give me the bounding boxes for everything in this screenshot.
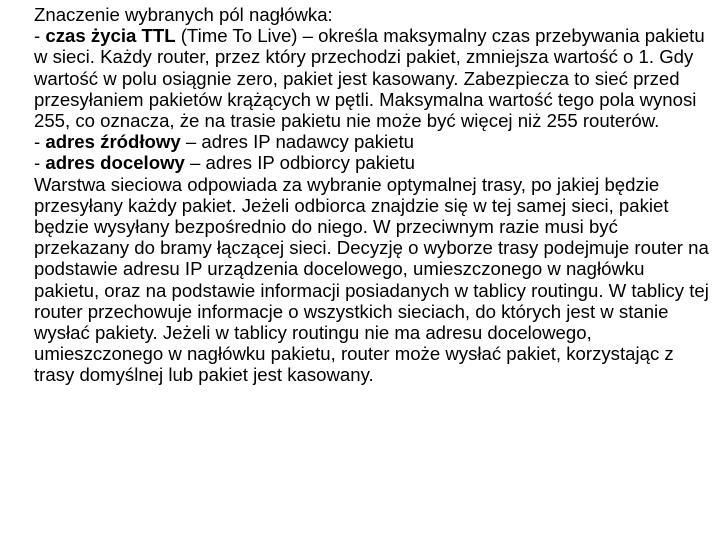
description-ttl: (Time To Live) – określa maksymalny czas przebywania pakietu w sieci. Każdy router, przez który przechodzi pakiet, zmniejsza wartość o 1. Gdy wartość w polu osiągnie zero, pakiet jest kasowany. Zabezpiecza to sieć przed przesyłaniem pakietów krążących w pętli. Maksymalna wartość tego pola wynosi 255, co oznacza, że na trasie pakietu nie może być więcej niż 255 routerów. [34,25,705,132]
term-destination-address: adres docelowy [45,152,185,174]
list-item-prefix: - [34,131,46,153]
list-item-prefix: - [34,25,46,47]
term-ttl: czas życia TTL [45,25,176,47]
body-paragraph: Warstwa sieciowa odpowiada za wybranie optymalnej trasy, po jakiej będzie przesyłany każdy pakiet. Jeżeli odbiorca znajdzie się w tej samej sieci, pakiet będzie wysyłany bezpośrednio do niego. W przeciwnym razie musi być przekazany do bramy łączącej sieci. Decyzję o wyborze trasy podejmuje router na podstawie adresu IP urządzenia docelowego, umieszczonego w nagłówku pakietu, oraz na podstawie informacji posiadanych w tablicy routingu. W tablicy tej router przechowuje informacje o wszystkich sieciach, do których jest w stanie wysłać pakiety. Jeżeli w tablicy routingu nie ma adresu docelowego, umieszczonego w nagłówku pakietu, router może wysłać pakiet, korzystając z trasy domyślnej lub pakiet jest kasowany. [34,173,709,386]
term-source-address: adres źródłowy [45,131,181,153]
list-item-ttl [34,25,714,131]
list-item-source-address [34,131,714,152]
section-heading: Znaczenie wybranych pól nagłówka: [34,4,333,25]
description-source-address: – adres IP nadawcy pakietu [180,131,414,153]
list-item-prefix: - [34,152,46,174]
description-destination-address: – adres IP odbiorcy pakietu [184,152,416,174]
list-item-destination-address [34,152,714,173]
